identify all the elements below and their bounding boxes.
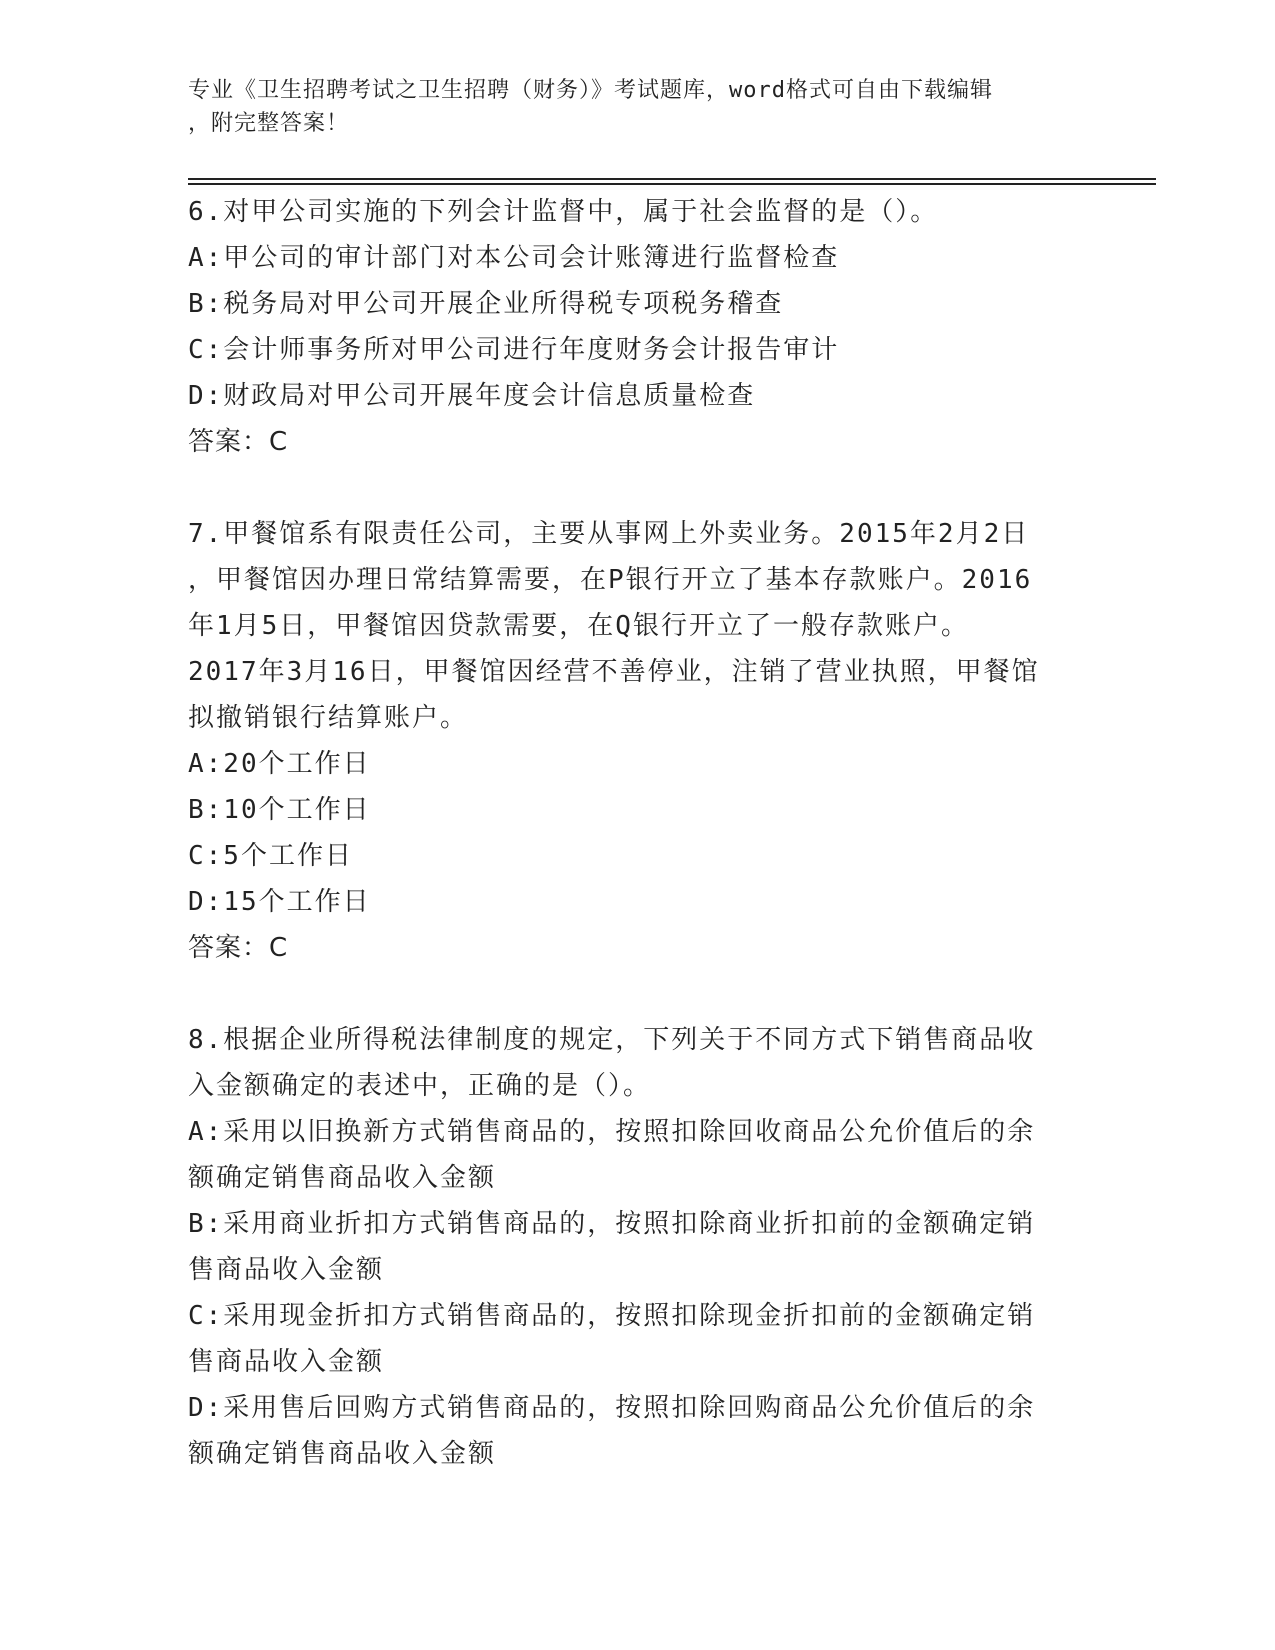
spacer: [188, 971, 1088, 1017]
option-a: A:采用以旧换新方式销售商品的，按照扣除回收商品公允价值后的余: [188, 1117, 1036, 1147]
option-c: C:会计师事务所对甲公司进行年度财务会计报告审计: [188, 335, 840, 365]
question-text: 8.根据企业所得税法律制度的规定，下列关于不同方式下销售商品收: [188, 1025, 1036, 1055]
header-rule-bottom: [188, 183, 1156, 185]
option-c: C:5个工作日: [188, 841, 353, 871]
header-line: ，附完整答案！: [188, 111, 350, 136]
option-a: A:20个工作日: [188, 749, 371, 779]
option-b: B:采用商业折扣方式销售商品的，按照扣除商业折扣前的金额确定销: [188, 1209, 1036, 1239]
question-text: 拟撤销银行结算账户。: [188, 703, 469, 733]
question-list: [188, 189, 1088, 1477]
header-rule-top: [188, 178, 1156, 180]
option-c-cont: 售商品收入金额: [188, 1347, 385, 1377]
option-d: D:财政局对甲公司开展年度会计信息质量检查: [188, 381, 756, 411]
option-b-cont: 售商品收入金额: [188, 1255, 385, 1285]
question-7: [188, 511, 1088, 971]
header-line: 专业《卫生招聘考试之卫生招聘（财务）》考试题库，word格式可自由下载编辑: [188, 78, 993, 103]
question-text: 6.对甲公司实施的下列会计监督中，属于社会监督的是（）。: [188, 197, 939, 227]
question-text: 年1月5日，甲餐馆因贷款需要，在Q银行开立了一般存款账户。: [188, 611, 969, 641]
question-text: ，甲餐馆因办理日常结算需要，在P银行开立了基本存款账户。2016: [188, 565, 1033, 595]
option-d-cont: 额确定销售商品收入金额: [188, 1439, 497, 1469]
question-text: 2017年3月16日，甲餐馆因经营不善停业，注销了营业执照，甲餐馆: [188, 657, 1040, 687]
option-a-cont: 额确定销售商品收入金额: [188, 1163, 497, 1193]
document-header: [188, 74, 1068, 140]
answer: 答案：C: [188, 933, 289, 963]
option-b: B:税务局对甲公司开展企业所得税专项税务稽查: [188, 289, 784, 319]
spacer: [188, 465, 1088, 511]
question-6: [188, 189, 1088, 465]
option-c: C:采用现金折扣方式销售商品的，按照扣除现金折扣前的金额确定销: [188, 1301, 1036, 1331]
option-b: B:10个工作日: [188, 795, 371, 825]
option-a: A:甲公司的审计部门对本公司会计账簿进行监督检查: [188, 243, 840, 273]
option-d: D:采用售后回购方式销售商品的，按照扣除回购商品公允价值后的余: [188, 1393, 1036, 1423]
question-text: 入金额确定的表述中，正确的是（）。: [188, 1071, 652, 1101]
answer: 答案：C: [188, 427, 289, 457]
question-text: 7.甲餐馆系有限责任公司，主要从事网上外卖业务。2015年2月2日: [188, 519, 1030, 549]
option-d: D:15个工作日: [188, 887, 371, 917]
question-8: [188, 1017, 1088, 1477]
